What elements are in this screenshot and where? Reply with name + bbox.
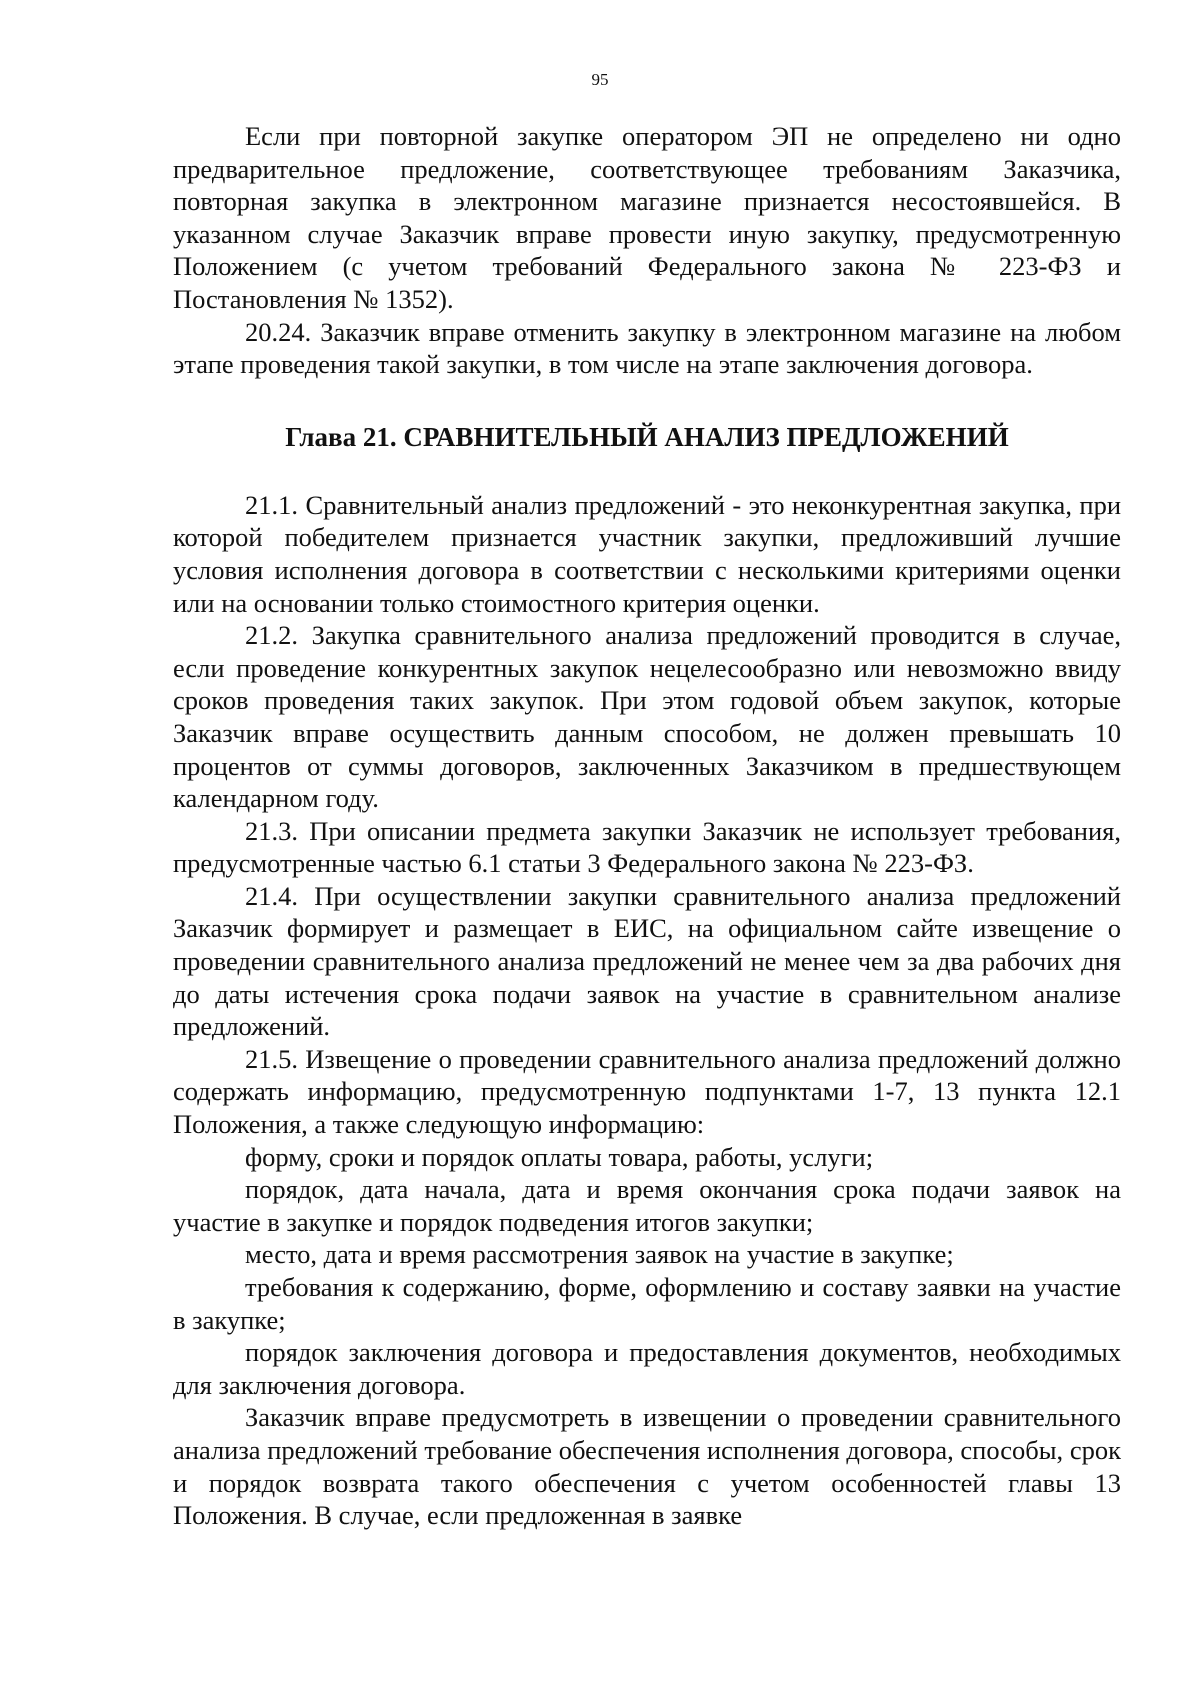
paragraph: Если при повторной закупке оператором ЭП не определено ни одно предварительное предложение, соответствующее требованиям Заказчика, повторная закупка в электронном магазине признается несостоявшейся. В указанном случае Заказчик вправе провести иную закупку, предусмотренную Положением (с учетом требований Федерального закона № 223-ФЗ и Постановления № 1352).: [173, 121, 1121, 314]
paragraph: 21.1. Сравнительный анализ предложений - это неконкурентная закупка, при которой победителем признается участник закупки, предложивший лучшие условия исполнения договора в соответствии с несколькими критериями оценки или на основании только стоимостного критерия оценки.: [173, 489, 1121, 618]
list-item: порядок заключения договора и предоставления документов, необходимых для заключения договора.: [173, 1337, 1121, 1400]
paragraph: 21.4. При осуществлении закупки сравнительного анализа предложений Заказчик формирует и размещает в ЕИС, на официальном сайте извещение о проведении сравнительного анализа предложений не менее чем за два рабочих дня до даты истечения срока подачи заявок на участие в сравнительном анализе предложений.: [173, 880, 1121, 1042]
paragraph: 20.24. Заказчик вправе отменить закупку в электронном магазине на любом этапе проведения такой закупки, в том числе на этапе заключения договора.: [173, 316, 1121, 380]
page-number: 95: [591, 70, 609, 89]
list-item: место, дата и время рассмотрения заявок на участие в закупке;: [245, 1239, 954, 1270]
paragraph: 21.3. При описании предмета закупки Заказчик не использует требования, предусмотренные частью 6.1 статьи 3 Федерального закона № 223-ФЗ.: [173, 815, 1121, 879]
document-body: [173, 120, 1121, 1532]
chapter-title: Глава 21. СРАВНИТЕЛЬНЫЙ АНАЛИЗ ПРЕДЛОЖЕНИЙ: [285, 421, 1009, 452]
list-item: требования к содержанию, форме, оформлению и составу заявки на участие в закупке;: [173, 1272, 1121, 1335]
list-item: порядок, дата начала, дата и время окончания срока подачи заявок на участие в закупке и порядок подведения итогов закупки;: [173, 1174, 1121, 1237]
paragraph: 21.2. Закупка сравнительного анализа предложений проводится в случае, если проведение конкурентных закупок нецелесообразно или невозможно ввиду сроков проведения таких закупок. При этом годовой объем закупок, которые Заказчик вправе осуществить данным способом, не должен превышать 10 процентов от суммы договоров, заключенных Заказчиком в предшествующем календарном году.: [173, 620, 1121, 814]
paragraph: Заказчик вправе предусмотреть в извещении о проведении сравнительного анализа предложений требование обеспечения исполнения договора, способы, срок и порядок возврата такого обеспечения с учетом особенностей главы 13 Положения. В случае, если предложенная в заявке: [173, 1402, 1121, 1531]
list-item: форму, сроки и порядок оплаты товара, работы, услуги;: [245, 1141, 874, 1172]
paragraph: 21.5. Извещение о проведении сравнительного анализа предложений должно содержать информацию, предусмотренную подпунктами 1-7, 13 пункта 12.1 Положения, а также следующую информацию:: [173, 1043, 1121, 1140]
